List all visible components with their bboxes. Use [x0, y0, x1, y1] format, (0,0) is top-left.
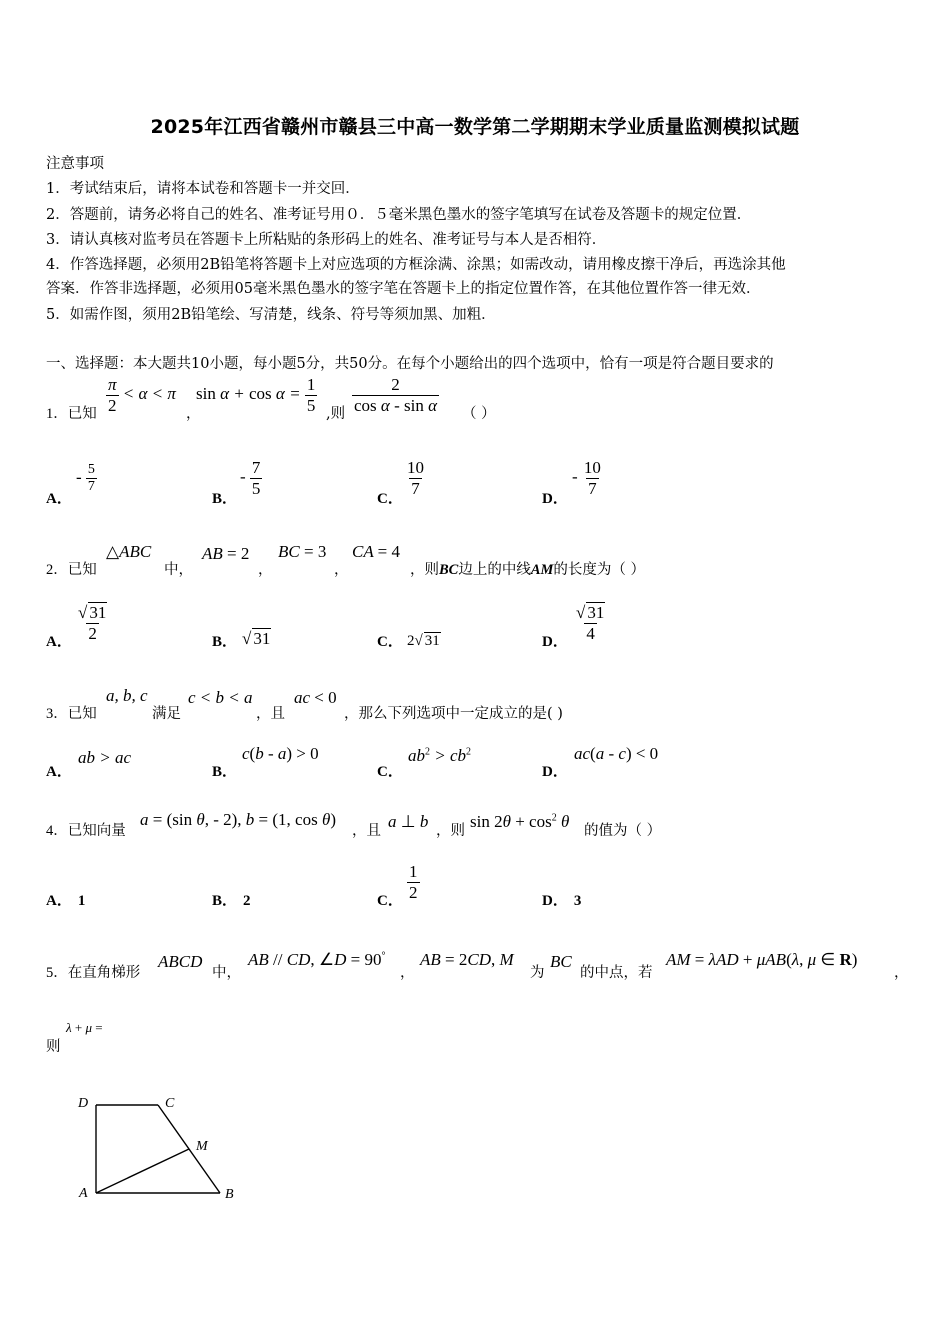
- option-c-value: $\frac{1}{2}$: [409, 862, 418, 902]
- option-b[interactable]: B． 2: [212, 893, 251, 909]
- section-heading: 一、选择题：本大题共10小题，每小题5分，共50分。在每个小题给出的四个选项中，恰有一项是符合题目要求的: [46, 356, 774, 372]
- notice-item: 答案．作答非选择题，必须用05毫米黑色墨水的签字笔在答题卡上的指定位置作答，在其他位置作答一律无效．: [46, 281, 761, 297]
- option-a[interactable]: A．: [46, 764, 72, 780]
- math-parallel: AB // CD, ∠D = 90°: [248, 950, 386, 969]
- math-expression: $\frac{2}{\text{cos α - sin α}}$: [354, 375, 438, 415]
- option-d[interactable]: D．: [542, 764, 568, 780]
- question-text: 已知: [67, 706, 97, 722]
- question-text: 满足: [152, 706, 181, 722]
- question-text: ，: [894, 965, 909, 981]
- math-expression: $\sin 2\theta + \cos^2 \theta$: [470, 812, 570, 831]
- option-d-value: $\frac{√ 31}{4}$: [576, 603, 605, 643]
- label-m: M: [196, 1139, 208, 1154]
- notice-heading: 注意事项: [46, 156, 104, 172]
- question-text: 为: [530, 965, 545, 981]
- label-a: A: [79, 1186, 88, 1201]
- question-text: ，那么下列选项中一定成立的是( ): [344, 706, 563, 722]
- notice-item: 4．作答选择题，必须用2B铅笔将答题卡上对应选项的方框涂满、涂黑；如需改动，请用橡皮擦干净后，再选涂其他: [46, 257, 786, 273]
- question-text: ，: [334, 562, 349, 578]
- notice-item: 5．如需作图，须用2B铅笔绘、写清楚，线条、符号等须加黑、加粗．: [46, 307, 496, 323]
- math-vectors: a = (sin θ, - 2), b = (1, cos θ): [140, 810, 336, 829]
- option-a-value: $\frac{√ 31}{2}$: [78, 603, 107, 643]
- notice-item: 3．请认真核对监考员在答题卡上所粘贴的条形码上的姓名、准考证号与本人是否相符．: [46, 232, 607, 248]
- math-perpendicular: a ⊥ b: [388, 812, 429, 831]
- question-number: 1．: [46, 406, 68, 422]
- question-text: ，则: [436, 823, 465, 839]
- question-text: 在直角梯形: [67, 965, 141, 981]
- question-text: 中，: [164, 562, 193, 578]
- math-triangle: △ABC: [106, 542, 152, 561]
- option-a[interactable]: A． 1: [46, 893, 86, 909]
- segment-am: [96, 1149, 189, 1193]
- question-text: 已知向量: [67, 823, 126, 839]
- option-a-value: ab > ac: [78, 748, 132, 767]
- question-text: 中，: [212, 965, 241, 981]
- page-title: 2025年江西省赣州市赣县三中高一数学第二学期期末学业质量监测模拟试题: [150, 116, 800, 138]
- math-ca: CA = 4: [352, 542, 401, 561]
- question-text: 的中点，若: [580, 965, 653, 981]
- math-trapezoid: ABCD: [158, 952, 203, 971]
- option-d-value: - $\frac{10}{7}$: [572, 458, 601, 498]
- question-text: 已知: [67, 406, 97, 422]
- option-d[interactable]: D．: [542, 491, 568, 507]
- question-text: 则: [46, 1039, 61, 1055]
- math-target: λ + μ =: [66, 1020, 103, 1035]
- question-number: 4．: [46, 823, 68, 839]
- option-b[interactable]: B．: [212, 634, 238, 650]
- question-text: ，则BC边上的中线AM的长度为（ ）: [410, 562, 646, 578]
- label-d: D: [78, 1096, 89, 1111]
- question-text: ，: [186, 406, 201, 422]
- notice-item: 2．答题前，请务必将自己的姓名、准考证号用０．５毫米黑色墨水的签字笔填写在试卷及答题卡的规定位置．: [46, 207, 752, 223]
- option-a[interactable]: A．: [46, 491, 72, 507]
- option-d-value: ac(a - c) < 0: [574, 744, 659, 763]
- math-equation: sin α + cos α = $\frac{1}{5}$: [196, 375, 316, 415]
- option-d[interactable]: D．: [542, 634, 568, 650]
- notice-item: 1．考试结束后，请将本试卷和答题卡一并交回．: [46, 181, 360, 197]
- option-c-value: $ab^2 > cb^2$: [408, 746, 472, 765]
- question-number: 3．: [46, 706, 68, 722]
- math-ab: AB = 2: [202, 544, 250, 563]
- question-text: ，: [258, 562, 273, 578]
- option-c[interactable]: C．: [377, 764, 403, 780]
- option-c[interactable]: C．: [377, 491, 403, 507]
- question-text: （ ）: [462, 406, 496, 422]
- option-c[interactable]: C．: [377, 634, 403, 650]
- math-variables: a, b, c: [106, 686, 148, 705]
- question-text: 已知: [67, 562, 97, 578]
- option-c-value: 2√ 31: [407, 633, 440, 649]
- option-b-value: c(b - a) > 0: [242, 744, 319, 763]
- option-b-value: - $\frac{7}{5}$: [240, 458, 261, 498]
- option-c[interactable]: C．: [377, 893, 403, 909]
- question-text: ，且: [352, 823, 381, 839]
- option-c-value: $\frac{10}{7}$: [407, 458, 424, 498]
- option-a-value: - $\frac{5}{7}$: [76, 462, 95, 495]
- question-text: 的值为（ ）: [584, 823, 662, 839]
- math-condition: ac < 0: [294, 688, 337, 707]
- math-condition: $\frac{\pi}{2}$ < α < π: [108, 375, 176, 415]
- math-vector-equation: AM = λAD + μAB(λ, μ ∈ R): [666, 950, 858, 969]
- option-b-value: √ 31: [242, 629, 271, 648]
- trapezoid-figure: [70, 1090, 250, 1210]
- question-number: 5．: [46, 965, 68, 981]
- math-inequality: c < b < a: [188, 688, 253, 707]
- option-b[interactable]: B．: [212, 491, 238, 507]
- question-text: ,则: [326, 406, 346, 422]
- option-b[interactable]: B．: [212, 764, 238, 780]
- option-a[interactable]: A．: [46, 634, 72, 650]
- question-number: 2．: [46, 562, 68, 578]
- math-bc: BC: [550, 952, 572, 971]
- option-d[interactable]: D． 3: [542, 893, 582, 909]
- math-bc: BC = 3: [278, 542, 327, 561]
- label-c: C: [165, 1096, 175, 1111]
- question-text: ，且: [256, 706, 285, 722]
- label-b: B: [225, 1187, 234, 1202]
- question-text: ，: [400, 965, 415, 981]
- math-relation: AB = 2CD, M: [420, 950, 514, 969]
